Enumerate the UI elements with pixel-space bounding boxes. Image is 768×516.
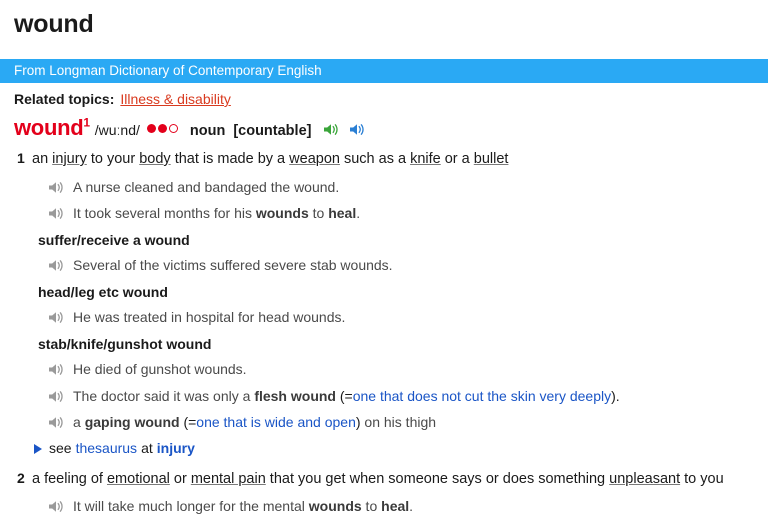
sense-definition: a feeling of emotional or mental pain that you get when someone says or does something unpleasant to you xyxy=(32,470,724,487)
collocation-label: stab/knife/gunshot wound xyxy=(38,336,212,353)
example-text: He died of gunshot wounds. xyxy=(73,361,247,378)
page-title: wound xyxy=(14,10,94,38)
homograph-number: 1 xyxy=(83,115,90,130)
sense-body xyxy=(32,470,754,516)
example-text: The doctor said it was only a flesh wound (=one that does not cut the skin very deeply). xyxy=(73,387,620,404)
related-topics-label: Related topics: xyxy=(14,91,115,107)
speaker-icon[interactable] xyxy=(48,180,65,195)
sense-block xyxy=(14,470,754,516)
speaker-icon[interactable] xyxy=(48,415,65,430)
example-text: Several of the victims suffered severe stab wounds. xyxy=(73,256,393,273)
example-row xyxy=(32,360,754,378)
thesaurus-see-label: see xyxy=(49,439,72,456)
frequency-dot-filled xyxy=(147,124,156,133)
sense-number: 2 xyxy=(17,469,25,486)
speaker-icon[interactable] xyxy=(48,362,65,377)
example-row xyxy=(32,308,754,326)
sense-block xyxy=(14,150,754,456)
related-topic-link[interactable]: Illness & disability xyxy=(120,91,231,107)
example-text: It took several months for his wounds to heal. xyxy=(73,204,361,221)
frequency-dot-hollow xyxy=(169,124,178,133)
speaker-icon[interactable] xyxy=(48,389,65,404)
example-row xyxy=(32,497,754,515)
example-row xyxy=(32,256,754,274)
dictionary-source-bar: From Longman Dictionary of Contemporary English xyxy=(0,59,768,83)
thesaurus-at-label: at xyxy=(141,439,153,456)
frequency-dots xyxy=(147,124,178,133)
speaker-icon-british[interactable] xyxy=(323,122,340,137)
speaker-icon[interactable] xyxy=(48,499,65,514)
example-row xyxy=(32,387,754,405)
grammar-label: [countable] xyxy=(233,123,312,139)
speaker-icon-american[interactable] xyxy=(349,122,366,137)
related-topics-row xyxy=(0,83,768,107)
frequency-dot-filled xyxy=(158,124,167,133)
sense-number: 1 xyxy=(17,150,25,166)
sense-body xyxy=(32,150,754,456)
pronunciation: /wuːnd/ xyxy=(94,122,140,138)
headword xyxy=(14,115,90,141)
part-of-speech: noun xyxy=(189,123,226,139)
entry-header xyxy=(0,107,768,141)
example-row xyxy=(32,413,754,431)
collocation-label: head/leg etc wound xyxy=(38,284,168,301)
example-text: A nurse cleaned and bandaged the wound. xyxy=(73,178,340,195)
example-text: a gaping wound (=one that is wide and open) on his thigh xyxy=(73,413,437,430)
headword-text: wound xyxy=(14,115,84,140)
triangle-icon xyxy=(34,444,42,454)
senses-list xyxy=(0,150,768,516)
thesaurus-link[interactable]: thesaurus xyxy=(75,439,138,456)
speaker-icon[interactable] xyxy=(48,258,65,273)
example-row xyxy=(32,178,754,196)
speaker-icon[interactable] xyxy=(48,206,65,221)
example-text: He was treated in hospital for head wounds. xyxy=(73,309,346,326)
example-row xyxy=(32,204,754,222)
collocation-label: suffer/receive a wound xyxy=(38,231,190,248)
speaker-icon[interactable] xyxy=(48,310,65,325)
thesaurus-cross-reference xyxy=(32,440,754,456)
sense-definition: an injury to your body that is made by a weapon such as a knife or a bullet xyxy=(32,151,509,167)
thesaurus-target-link[interactable]: injury xyxy=(156,439,195,456)
example-text: It will take much longer for the mental wounds to heal. xyxy=(73,498,414,515)
